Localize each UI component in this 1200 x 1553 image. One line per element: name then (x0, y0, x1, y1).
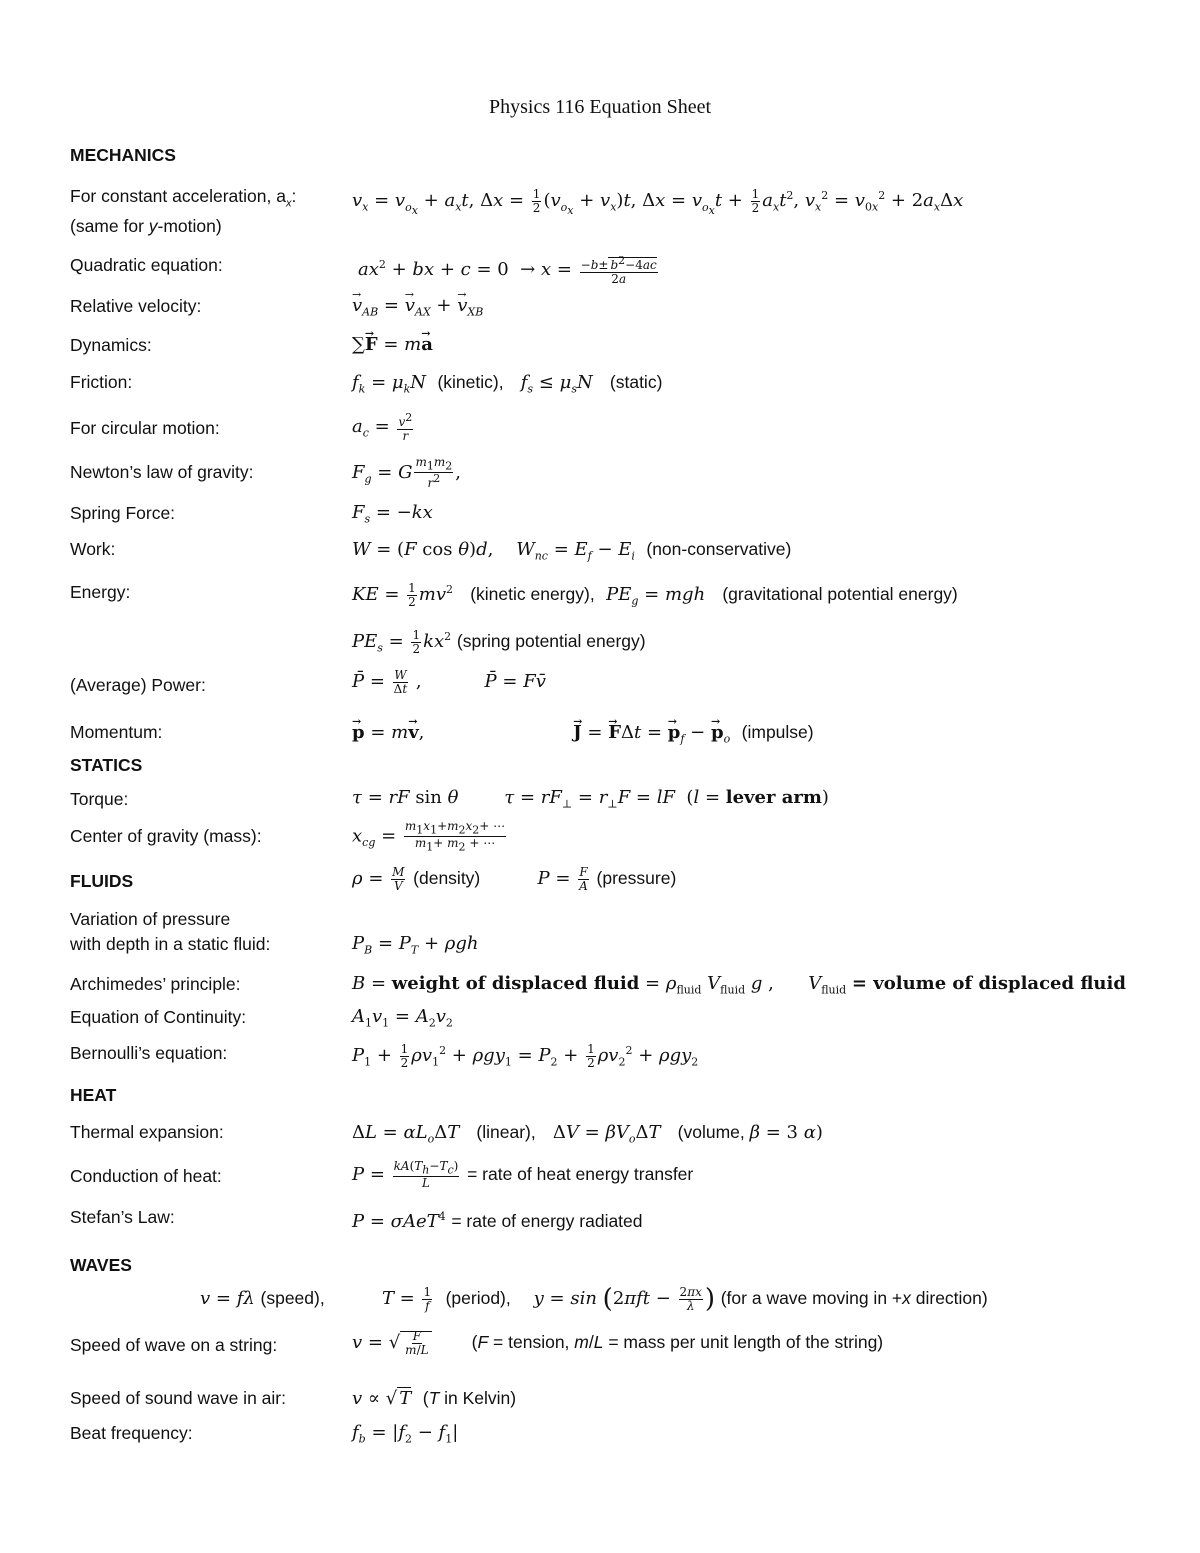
label-beat-frequency: Beat frequency: (70, 1423, 193, 1443)
label-torque: Torque: (70, 789, 129, 809)
eq-gravity: $F_g = G$ $\frac{m_1m_2}{r^2}$ , (352, 455, 461, 490)
eq-circular: $a_c$ = $\frac{v^2}{r}$ (352, 411, 413, 443)
eq-friction: $f_k = \mu_kN$ (kinetic), $f_s \le \mu_sN$ (static) (352, 372, 663, 396)
eq-kinematics: $v_x = v_{o_x} + a_xt$, Δx = $\frac{1}{2}$ $(v_{o_x} + v_x)t$, $\Delta x = v_{o_x}t$ + $\frac{1}{2}$ $a_xt^2$, $v_x^2 = v_{0x}^2 + 2a_x\Delta x$ (352, 186, 964, 217)
label-pressure-variation-2: with depth in a static fluid: (70, 934, 271, 954)
label-dynamics: Dynamics: (70, 335, 152, 355)
eq-continuity: $A_1v_1 = A_2v_2$ (352, 1006, 453, 1030)
section-mechanics: MECHANICS (70, 145, 176, 165)
eq-quadratic: $ax^2$ + bx + c = 0 → x = $\frac{-b\pm b^2-4ac}{2a}$ (358, 253, 657, 286)
label-spring-force: Spring Force: (70, 503, 176, 523)
section-heat: HEAT (70, 1085, 117, 1105)
label-constant-acceleration: For constant acceleration, $a_x$: (70, 186, 297, 210)
label-wave-string: Speed of wave on a string: (70, 1335, 278, 1355)
eq-density-pressure: ρ = $\frac{M}{V}$ (density) P = $\frac{F}{A}$ (pressure) (352, 865, 677, 893)
eq-spring: $F_s = -kx$ (352, 502, 433, 526)
eq-energy: KE = $\frac{1}{2}$ $mv^2$ (kinetic energy), $PE_g$ = mgh (gravitational potential energy) (352, 580, 958, 609)
label-friction: Friction: (70, 372, 133, 392)
label-power: (Average) Power: (70, 675, 206, 695)
label-center-of-gravity: Center of gravity (mass): (70, 826, 262, 846)
section-waves: WAVES (70, 1255, 132, 1275)
eq-dynamics: ∑→ F = m→ a (352, 333, 433, 357)
label-same-for-y: (same for y-motion) (70, 216, 222, 236)
label-continuity: Equation of Continuity: (70, 1007, 247, 1027)
label-work: Work: (70, 539, 116, 559)
label-thermal-expansion: Thermal expansion: (70, 1122, 224, 1142)
eq-wave-string: v = √ $\frac{F}{m/L}$ (F = tension, m/L = mass per unit length of the string) (352, 1329, 884, 1357)
eq-archimedes: B = weight of displaced fluid = $\rho_{fluid}$ $V_{fluid}$ g , $V_{fluid}$ = volume of displaced fluid (352, 973, 1126, 997)
eq-conduction: P = $\frac{kA(T_h-T_c)}{L}$ = rate of heat energy transfer (352, 1159, 694, 1190)
eq-work: W = (F cos θ)d, $W_{nc} = E_f - E_i$ (non-conservative) (352, 539, 792, 563)
eq-power: P̄ = $\frac{W}{\Delta t}$ , P̄ = Fv̄ (352, 668, 546, 696)
label-momentum: Momentum: (70, 722, 163, 742)
eq-wave-basics: v = fλ (speed), T = $\frac{1}{f}$ (period), y = sin (2πft − $\frac{2\pi x}{\lambda}$ ) (for a wave moving in +x direction) (200, 1284, 988, 1315)
page-title: Physics 116 Equation Sheet (488, 96, 712, 118)
label-conduction: Conduction of heat: (70, 1166, 222, 1186)
label-relative-velocity: Relative velocity: (70, 296, 202, 316)
eq-beat-frequency: $f_b = |f_2 - f_1|$ (352, 1422, 459, 1446)
label-sound-speed: Speed of sound wave in air: (70, 1388, 286, 1408)
label-archimedes: Archimedes’ principle: (70, 974, 241, 994)
eq-momentum: → p = m→ v, → J = → FΔt = → $p_f$ − → $p_o$ (impulse) (352, 720, 814, 752)
label-gravity: Newton’s law of gravity: (70, 462, 254, 482)
section-statics: STATICS (70, 755, 143, 775)
eq-sound-speed: v ∝ √ T (T in Kelvin) (352, 1388, 517, 1409)
label-quadratic: Quadratic equation: (70, 255, 223, 275)
label-stefan: Stefan’s Law: (70, 1207, 175, 1227)
label-pressure-variation-1: Variation of pressure (70, 909, 231, 929)
eq-torque: τ = rF sin θ $\tau = rF_\perp = r_\perp F$ = lF (l = lever arm) (352, 787, 829, 811)
label-energy: Energy: (70, 582, 131, 602)
eq-spring-energy: $PE_s$ = $\frac{1}{2}$ $kx^2$ (spring potential energy) (352, 627, 646, 656)
eq-relative-velocity: → $v_{AB}$ = → $v_{AX}$ + → $v_{XB}$ (352, 294, 483, 325)
eq-stefan: P = σAeT$^4$ = rate of energy radiated (352, 1210, 643, 1232)
label-circular-motion: For circular motion: (70, 418, 220, 438)
label-bernoulli: Bernoulli’s equation: (70, 1043, 228, 1063)
eq-bernoulli: $P_1$ + $\frac{1}{2}$ $\rho v_1^2 + \rho gy_1 = P_2$ + $\frac{1}{2}$ $\rho v_2^2 + \rho gy_2$ (352, 1041, 699, 1070)
eq-pressure-depth: $P_B = P_T + \rho gh$ (352, 933, 479, 957)
section-fluids: FLUIDS (70, 871, 134, 891)
eq-center-of-gravity: $x_{cg}$ = $\frac{m_1x_1+m_2x_2+ \cdots}{m_1+ m_2 + \cdots}$ (352, 819, 506, 854)
eq-thermal-expansion: $\Delta L = \alpha L_o\Delta T$ (linear), $\Delta V = \beta V_o\Delta T$ (volume, β = 3 α) (352, 1122, 823, 1146)
